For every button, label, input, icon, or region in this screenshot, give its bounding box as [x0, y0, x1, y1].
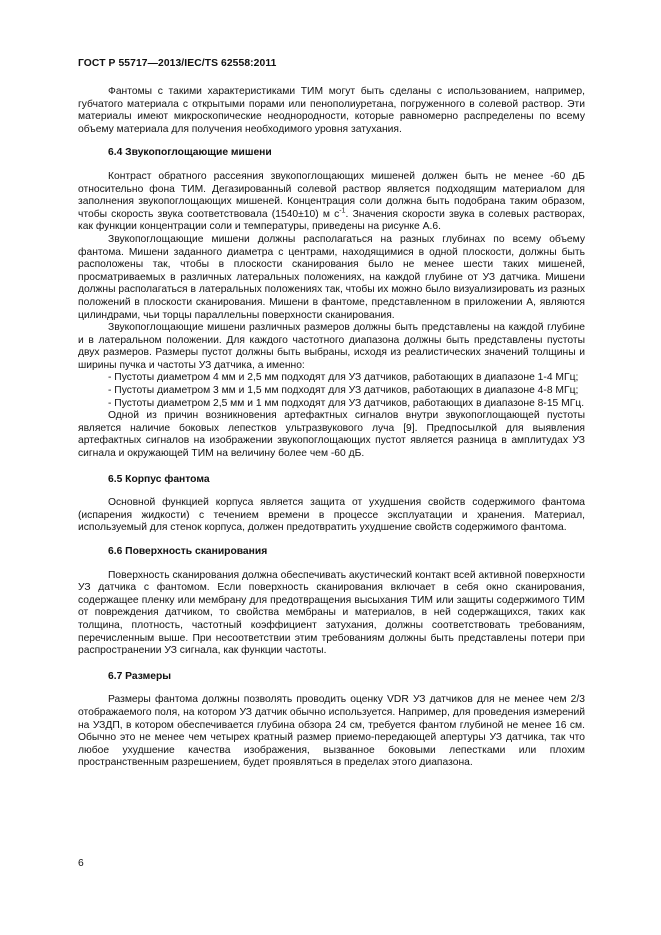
list-item-4-8mhz: - Пустоты диаметром 3 мм и 1,5 мм подходят для УЗ датчиков, работающих в диапазоне 4-8 МГц;: [108, 385, 579, 397]
section-6-4-paragraph-2: Звукопоглощающие мишени должны располагаться на разных глубинах по всему объему фантома. Мишени заданного диаметра с центрами, находящимися в одной плоскости, должны быть расположены так, чтобы в плоскости сканирования было не менее шести таких мишеней, просматриваемых в различных латеральных положениях, на каждой глубине от УЗ датчика. Мишени должны располагаться в латеральных положениях так, чтобы их можно было визуализировать из разных положений в плоскости сканирования. Мишени в фантоме, представленном в приложении А, являются цилиндрами, чьи торцы параллельны поверхности сканирования.: [78, 233, 585, 321]
section-6-4-paragraph-1: [78, 171, 585, 234]
document-body: [78, 86, 585, 770]
section-6-7-paragraph-1: Размеры фантома должны позволять проводить оценку VDR УЗ датчиков для не менее чем 2/3 отображаемого поля, на котором УЗ датчик обычно используется. Например, для проведения измерений на УЗДП, в котором обеспечивается глубина обзора 24 см, требуется фантом глубиной не менее 16 см. Обычно это не менее чем четырех кратный размер приемо-передающей апертуры УЗ датчика, так что любое ухудшение качества изображения, вызванное боковыми лепестками или плохим пространственным разрешением, будет проявляться в пределах этого диапазона.: [78, 694, 585, 769]
list-item-8-15mhz: - Пустоты диаметром 2,5 мм и 1 мм подходят для УЗ датчиков, работающих в диапазоне 8-15 МГц.: [108, 397, 585, 409]
standard-header: ГОСТ Р 55717—2013/IEC/TS 62558:2011: [78, 58, 277, 69]
section-6-7-heading: 6.7 Размеры: [108, 670, 172, 682]
intro-paragraph: Фантомы с такими характеристиками ТИМ могут быть сделаны с использованием, например, губчатого материала с открытыми порами или пенополиуретана, погруженного в солевой раствор. Эти материалы имеют микроскопические неоднородности, которые равномерно распределены по всему объему материала для получения необходимого уровня затухания.: [78, 86, 585, 135]
section-6-6-heading: 6.6 Поверхность сканирования: [108, 546, 268, 557]
section-6-5-paragraph-1: Основной функцией корпуса является защита от ухудшения свойств содержимого фантома (испарения жидкости) с течением времени в процессе эксплуатации и хранения. Материал, используемый для стенок корпуса, должен предотвратить ухудшение свойств содержимого фантома.: [78, 497, 585, 534]
section-6-4-paragraph-4: Одной из причин возникновения артефактных сигналов внутри звукопоглощающей пустоты является наличие боковых лепестков ультразвукового луча [9]. Предпосылкой для выявления артефактных сигналов на изображении звукопоглощающих пустот является разница в амплитудах УЗ сигнала и окружающей ТИМ на величину более чем -60 дБ.: [78, 410, 585, 460]
section-6-4-paragraph-3: Звукопоглощающие мишени различных размеров должны быть представлены на каждой глубине и в латеральном положении. Для каждого частотного диапазона должны быть представлены пустоты двух размеров. Размеры пустот должны быть выбраны, исходя из реалистических значений толщины и ширины пучка и частоты УЗ датчика, а именно:: [78, 322, 585, 371]
section-6-5-heading: 6.5 Корпус фантома: [108, 473, 210, 485]
superscript-exponent: -1: [339, 207, 346, 215]
page-number: 6: [78, 858, 84, 869]
section-6-4-p1-text-tail: . Значения скорости звука в солевых растворах, как функции концентрации соли и температуры, приведены на рисунке А.6.: [78, 208, 586, 233]
list-item-1-4mhz: - Пустоты диаметром 4 мм и 2,5 мм подходят для УЗ датчиков, работающих в диапазоне 1-4 МГц;: [108, 372, 579, 384]
section-6-6-paragraph-1: Поверхность сканирования должна обеспечивать акустический контакт всей активной поверхности УЗ датчика с фантомом. Если поверхность сканирования включает в себя окно сканирования, содержащее пленку или мембрану для предотвращения высыхания ТИМ или защиты содержимого ТИМ от повреждения датчиком, то свойства мембраны и материалов, в ней содержащихся, таких как толщина, плотность, частотный коэффициент затухания, должны соответствовать требованиям, перечисленным выше. При несоответствии этим требованиям должны быть представлены потери при распространении УЗ сигнала, как функции частоты.: [78, 569, 585, 657]
section-6-4-p1-text: Контраст обратного рассеяния звукопоглощающих мишеней должен быть не менее -60 дБ относительно фона ТИМ. Дегазированный солевой раствор является подходящим материалом для заполнения звукопоглощающих мишеней. Концентрация соли должна быть подобрана таким образом, чтобы скорость звука соответствовала (1540±10) м с: [78, 170, 585, 220]
section-6-4-heading: 6.4 Звукопоглощающие мишени: [108, 147, 272, 159]
